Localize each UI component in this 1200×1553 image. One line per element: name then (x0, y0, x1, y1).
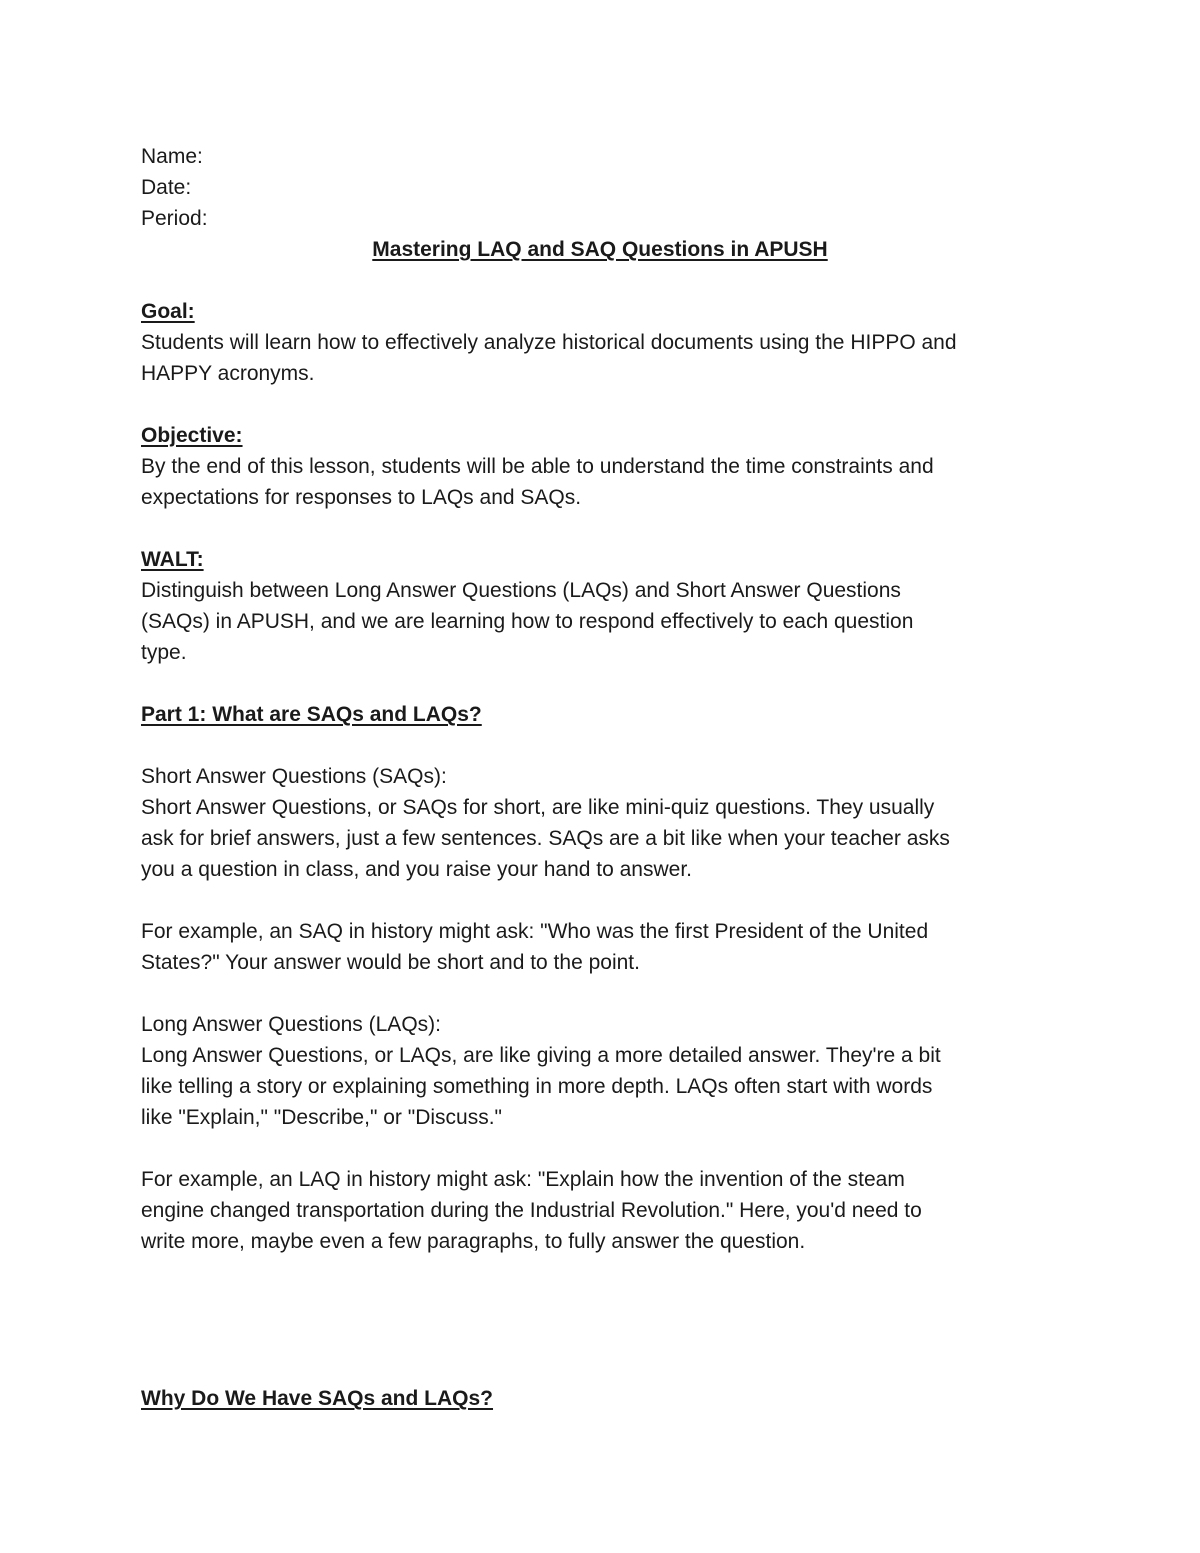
objective-text-line: expectations for responses to LAQs and SAQs. (141, 486, 582, 509)
walt-text-line: Distinguish between Long Answer Questions (LAQs) and Short Answer Questions (141, 579, 901, 602)
why-heading: Why Do We Have SAQs and LAQs? (141, 1387, 494, 1410)
goal-text-line: HAPPY acronyms. (141, 362, 315, 385)
saq-text-line: Short Answer Questions, or SAQs for short, are like mini-quiz questions. They usually (141, 796, 935, 819)
walt-text-line: type. (141, 641, 187, 664)
laq-example-line: engine changed transportation during the Industrial Revolution." Here, you'd need to (141, 1199, 922, 1222)
saq-example-line: States?" Your answer would be short and to the point. (141, 951, 640, 974)
saq-example-line: For example, an SAQ in history might ask: "Who was the first President of the United (141, 920, 929, 943)
objective-heading: Objective: (141, 424, 243, 447)
laq-text-line: like telling a story or explaining something in more depth. LAQs often start with words (141, 1075, 933, 1098)
goal-text-line: Students will learn how to effectively analyze historical documents using the HIPPO and (141, 331, 957, 354)
walt-heading: WALT: (141, 548, 204, 571)
laq-example-line: For example, an LAQ in history might ask: "Explain how the invention of the steam (141, 1168, 905, 1191)
walt-text-line: (SAQs) in APUSH, and we are learning how to respond effectively to each question (141, 610, 914, 633)
laq-text-line: like "Explain," "Describe," or "Discuss." (141, 1106, 502, 1129)
objective-text-line: By the end of this lesson, students will be able to understand the time constraints and (141, 455, 934, 478)
goal-heading: Goal: (141, 300, 195, 323)
page-title: Mastering LAQ and SAQ Questions in APUSH (372, 238, 828, 261)
period-label: Period: (141, 207, 208, 230)
name-label: Name: (141, 145, 203, 168)
laq-example-line: write more, maybe even a few paragraphs, to fully answer the question. (141, 1230, 806, 1253)
laq-text-line: Long Answer Questions, or LAQs, are like giving a more detailed answer. They're a bit (141, 1044, 941, 1067)
part1-heading: Part 1: What are SAQs and LAQs? (141, 703, 482, 726)
saq-text-line: ask for brief answers, just a few sentences. SAQs are a bit like when your teacher asks (141, 827, 950, 850)
saq-text-line: you a question in class, and you raise your hand to answer. (141, 858, 693, 881)
saq-subheading: Short Answer Questions (SAQs): (141, 765, 447, 788)
laq-subheading: Long Answer Questions (LAQs): (141, 1013, 441, 1036)
date-label: Date: (141, 176, 192, 199)
